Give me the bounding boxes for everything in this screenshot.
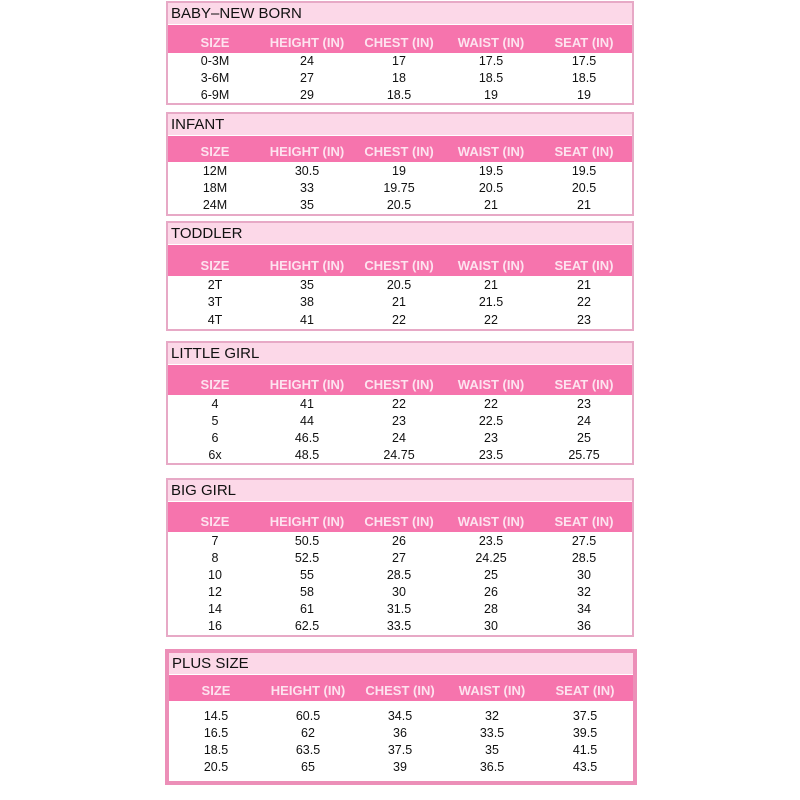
column-header-waist-in: WAIST (IN) [457,258,525,273]
cell-height-in: 27 [300,70,314,85]
cell-height-in: 41 [300,313,314,328]
cell-height-in: 52.5 [294,550,320,565]
table-row [168,431,632,445]
cell-size: 16 [208,619,222,634]
column-header-waist-in: WAIST (IN) [457,377,525,392]
cell-seat-in: 23 [577,313,591,328]
cell-chest-in: 24 [392,430,406,445]
cell-seat-in: 30 [577,567,591,582]
cell-seat-in: 21 [577,277,591,292]
cell-waist-in: 32 [485,709,499,723]
cell-height-in: 62.5 [294,619,320,634]
table-body [168,162,632,214]
table-row [168,164,632,178]
column-header-size: SIZE [200,35,230,50]
size-table-big-girl [166,478,634,637]
cell-height-in: 35 [300,198,314,213]
cell-seat-in: 24 [577,413,591,428]
column-header-height-in: HEIGHT (IN) [270,683,346,698]
cell-chest-in: 26 [392,533,406,548]
cell-seat-in: 43.5 [572,760,598,774]
cell-height-in: 33 [300,180,314,195]
column-header-chest-in: CHEST (IN) [364,144,434,159]
cell-size: 12M [202,163,228,178]
table-row [168,414,632,428]
cell-height-in: 55 [300,567,314,582]
cell-waist-in: 21.5 [478,295,504,310]
cell-waist-in: 22.5 [478,413,504,428]
column-header-waist-in: WAIST (IN) [457,144,525,159]
cell-waist-in: 23.5 [478,447,504,462]
table-row [168,448,632,462]
column-header-chest-in: CHEST (IN) [364,377,434,392]
cell-chest-in: 34.5 [387,709,413,723]
column-header-waist-in: WAIST (IN) [457,514,525,529]
cell-height-in: 44 [300,413,314,428]
column-header-height-in: HEIGHT (IN) [269,377,345,392]
cell-height-in: 30.5 [294,163,320,178]
cell-size: 14.5 [203,709,229,723]
cell-seat-in: 19.5 [571,163,597,178]
column-header-size: SIZE [200,377,230,392]
cell-chest-in: 30 [392,585,406,600]
cell-chest-in: 17 [392,54,406,69]
column-header-height-in: HEIGHT (IN) [269,144,345,159]
cell-seat-in: 18.5 [571,70,597,85]
cell-seat-in: 27.5 [571,533,597,548]
table-row [169,726,633,743]
cell-chest-in: 18.5 [386,87,412,102]
cell-chest-in: 28.5 [386,567,412,582]
cell-chest-in: 33.5 [386,619,412,634]
column-header-chest-in: CHEST (IN) [365,683,435,698]
cell-size: 12 [208,585,222,600]
column-header-chest-in: CHEST (IN) [364,35,434,50]
table-header [168,136,632,162]
table-row [169,709,633,726]
cell-height-in: 63.5 [295,743,321,757]
cell-waist-in: 28 [484,602,498,617]
cell-seat-in: 41.5 [572,743,598,757]
table-title: BABY–NEW BORN [168,3,632,25]
cell-waist-in: 33.5 [479,726,505,740]
cell-size: 24M [202,198,228,213]
cell-waist-in: 24.25 [475,550,507,565]
cell-seat-in: 28.5 [571,550,597,565]
cell-size: 2T [207,277,223,292]
cell-waist-in: 19.5 [478,163,504,178]
cell-seat-in: 21 [577,198,591,213]
table-header [168,25,632,53]
cell-waist-in: 23.5 [478,533,504,548]
cell-size: 14 [208,602,222,617]
table-title: LITTLE GIRL [168,343,632,365]
cell-height-in: 29 [300,87,314,102]
cell-waist-in: 36.5 [479,760,505,774]
table-row [168,585,632,599]
cell-waist-in: 22 [484,313,498,328]
cell-chest-in: 19 [392,163,406,178]
cell-seat-in: 39.5 [572,726,598,740]
cell-chest-in: 39 [393,760,407,774]
cell-height-in: 58 [300,585,314,600]
cell-seat-in: 25 [577,430,591,445]
cell-height-in: 24 [300,54,314,69]
table-row [168,619,632,633]
cell-waist-in: 30 [484,619,498,634]
table-header [168,365,632,395]
table-row [168,198,632,212]
cell-waist-in: 23 [484,430,498,445]
column-header-waist-in: WAIST (IN) [458,683,526,698]
cell-size: 7 [211,533,219,548]
cell-waist-in: 21 [484,277,498,292]
cell-height-in: 41 [300,396,314,411]
cell-chest-in: 22 [392,313,406,328]
cell-size: 0-3M [200,54,230,69]
cell-seat-in: 32 [577,585,591,600]
cell-size: 18.5 [203,743,229,757]
table-row [169,743,633,760]
cell-height-in: 35 [300,277,314,292]
table-row [168,54,632,68]
cell-waist-in: 20.5 [478,180,504,195]
cell-waist-in: 25 [484,567,498,582]
cell-chest-in: 19.75 [383,180,415,195]
cell-size: 3T [207,295,223,310]
cell-size: 10 [208,567,222,582]
cell-size: 4 [211,396,219,411]
cell-waist-in: 22 [484,396,498,411]
table-row [168,295,632,309]
cell-chest-in: 22 [392,396,406,411]
table-body [168,395,632,463]
table-header [168,502,632,532]
cell-chest-in: 37.5 [387,743,413,757]
cell-height-in: 61 [300,602,314,617]
table-title: BIG GIRL [168,480,632,502]
cell-height-in: 50.5 [294,533,320,548]
cell-chest-in: 31.5 [386,602,412,617]
cell-chest-in: 20.5 [386,198,412,213]
table-row [168,88,632,102]
cell-seat-in: 37.5 [572,709,598,723]
table-row [168,181,632,195]
column-header-seat-in: SEAT (IN) [554,377,614,392]
column-header-height-in: HEIGHT (IN) [269,514,345,529]
table-title: PLUS SIZE [169,653,633,675]
cell-seat-in: 23 [577,396,591,411]
cell-height-in: 62 [301,726,315,740]
cell-size: 20.5 [203,760,229,774]
table-row [169,760,633,777]
cell-waist-in: 19 [484,87,498,102]
cell-chest-in: 21 [392,295,406,310]
column-header-seat-in: SEAT (IN) [554,35,614,50]
cell-size: 18M [202,180,228,195]
cell-seat-in: 22 [577,295,591,310]
cell-size: 8 [211,550,219,565]
table-body [168,53,632,103]
cell-size: 5 [211,413,219,428]
cell-size: 6x [208,447,222,462]
cell-size: 6-9M [200,87,230,102]
cell-waist-in: 17.5 [478,54,504,69]
size-table-plus-size [165,649,637,785]
column-header-height-in: HEIGHT (IN) [269,35,345,50]
size-table-little-girl [166,341,634,465]
cell-waist-in: 35 [485,743,499,757]
table-title: INFANT [168,114,632,136]
cell-chest-in: 24.75 [383,447,415,462]
cell-chest-in: 20.5 [386,277,412,292]
cell-size: 4T [207,313,223,328]
table-body [169,701,633,781]
column-header-size: SIZE [200,144,230,159]
column-header-size: SIZE [201,683,231,698]
cell-waist-in: 18.5 [478,70,504,85]
column-header-seat-in: SEAT (IN) [554,258,614,273]
cell-seat-in: 36 [577,619,591,634]
table-header [169,675,633,701]
table-row [168,313,632,327]
cell-seat-in: 25.75 [568,447,600,462]
column-header-chest-in: CHEST (IN) [364,258,434,273]
column-header-seat-in: SEAT (IN) [554,144,614,159]
cell-height-in: 38 [300,295,314,310]
size-table-baby-new-born [166,1,634,105]
table-row [168,71,632,85]
column-header-height-in: HEIGHT (IN) [269,258,345,273]
table-title: TODDLER [168,223,632,245]
column-header-size: SIZE [200,258,230,273]
cell-size: 6 [211,430,219,445]
size-table-toddler [166,221,634,331]
table-body [168,276,632,329]
cell-size: 3-6M [200,70,230,85]
table-header [168,245,632,276]
table-row [168,602,632,616]
cell-chest-in: 27 [392,550,406,565]
cell-seat-in: 19 [577,87,591,102]
cell-chest-in: 18 [392,70,406,85]
column-header-seat-in: SEAT (IN) [554,514,614,529]
column-header-size: SIZE [200,514,230,529]
table-row [168,568,632,582]
cell-height-in: 46.5 [294,430,320,445]
cell-chest-in: 36 [393,726,407,740]
column-header-chest-in: CHEST (IN) [364,514,434,529]
cell-seat-in: 17.5 [571,54,597,69]
size-table-infant [166,112,634,216]
table-row [168,551,632,565]
cell-height-in: 65 [301,760,315,774]
cell-height-in: 48.5 [294,447,320,462]
table-body [168,532,632,635]
column-header-waist-in: WAIST (IN) [457,35,525,50]
cell-size: 16.5 [203,726,229,740]
cell-chest-in: 23 [392,413,406,428]
cell-seat-in: 20.5 [571,180,597,195]
cell-height-in: 60.5 [295,709,321,723]
cell-waist-in: 21 [484,198,498,213]
table-row [168,278,632,292]
table-row [168,534,632,548]
cell-seat-in: 34 [577,602,591,617]
table-row [168,397,632,411]
cell-waist-in: 26 [484,585,498,600]
column-header-seat-in: SEAT (IN) [555,683,615,698]
